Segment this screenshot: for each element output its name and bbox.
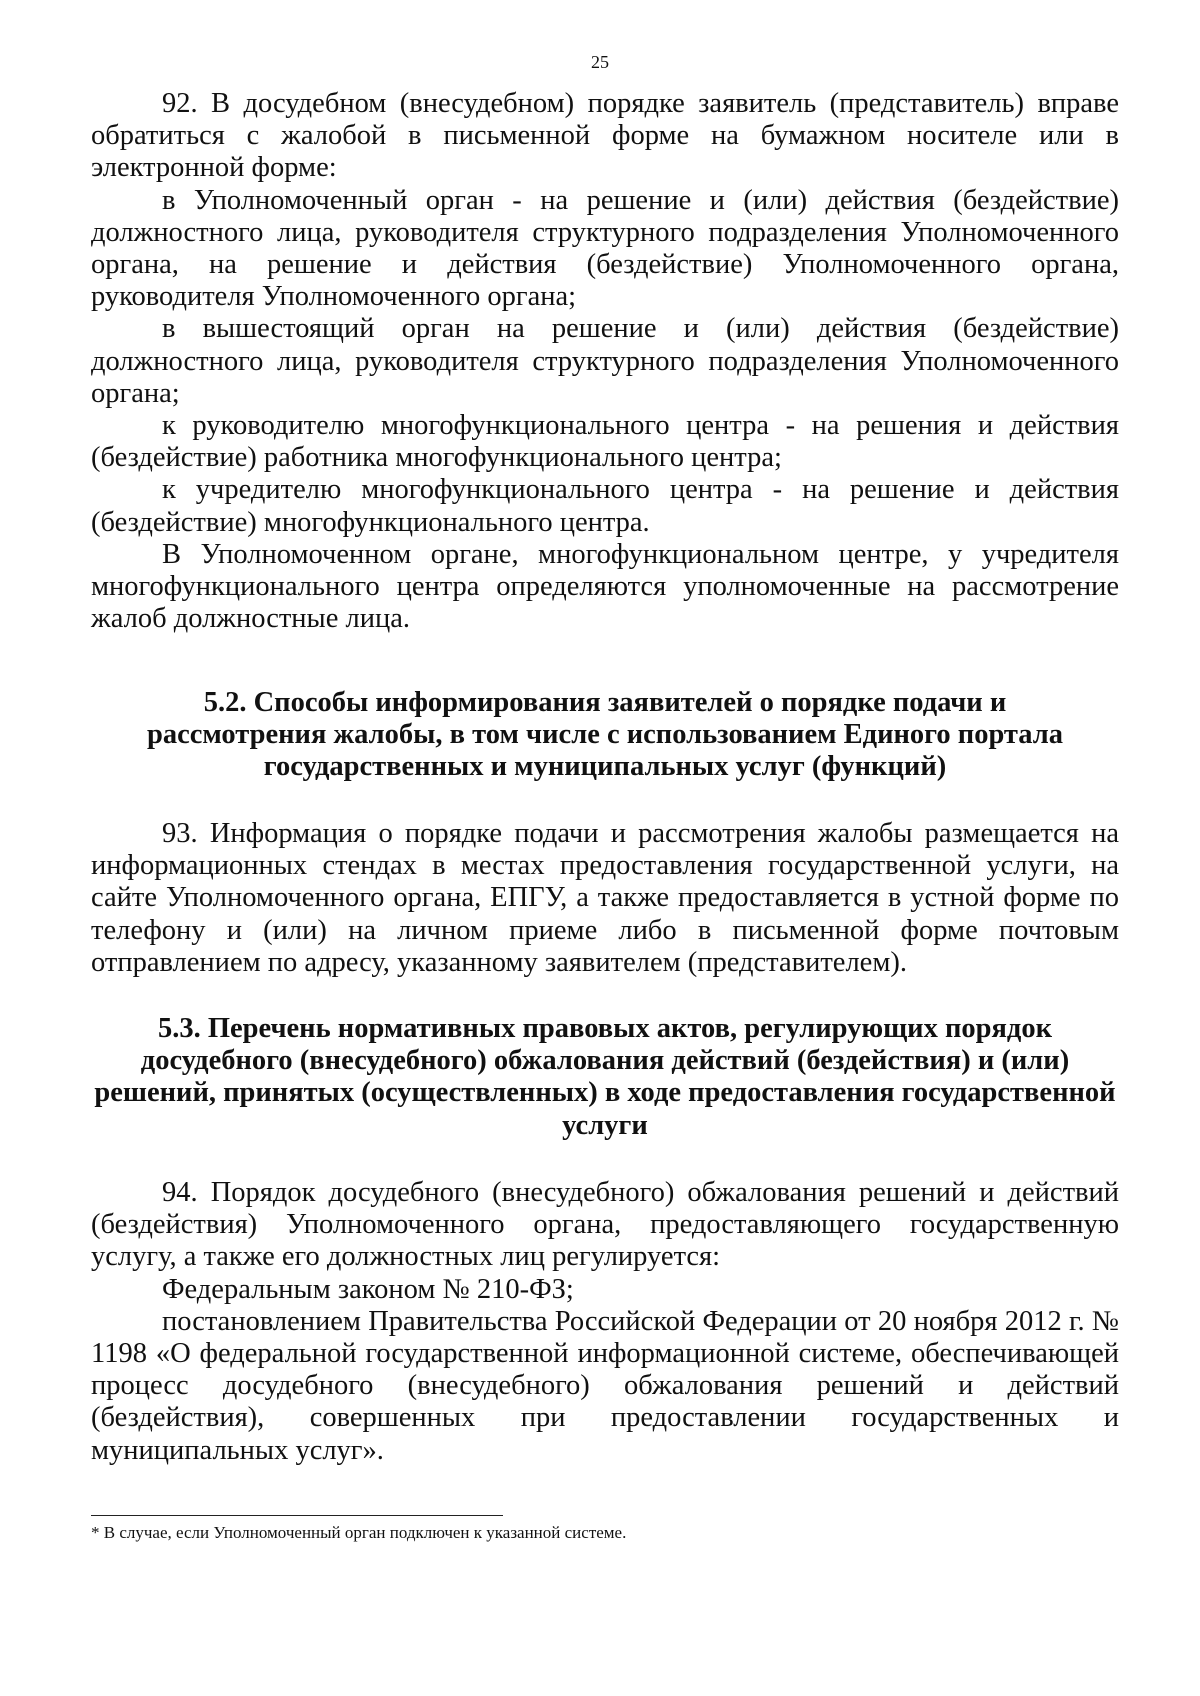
paragraph-92-item-mfc-founder: к учредителю многофункционального центра - на решение и действия (бездействие) многофункционального центра. xyxy=(91,474,1119,538)
page-number: 25 xyxy=(591,52,609,72)
paragraph-94-federal-law: Федеральным законом № 210-ФЗ; xyxy=(162,1273,574,1305)
section-5-3-heading-line: досудебного (внесудебного) обжалования действий (бездействия) и (или) xyxy=(140,1045,1070,1077)
paragraph-92-item-higher-body: в вышестоящий орган на решение и (или) действия (бездействие) должностного лица, руководителя структурного подразделения Уполномоченного органа; xyxy=(91,313,1119,409)
paragraph-94-intro: 94. Порядок досудебного (внесудебного) обжалования решений и действий (бездействия) Уполномоченного органа, предоставляющего государственную услугу, а также его должностных лиц регулируется: xyxy=(91,1177,1119,1273)
paragraph-92-item-authorized-body: в Уполномоченный орган - на решение и (или) действия (бездействие) должностного лица, руководителя структурного подразделения Уполномоченного органа, на решение и действия (бездействие) Уполномоченного органа, руководителя Уполномоченного органа; xyxy=(91,184,1119,313)
section-5-3-heading xyxy=(91,1013,1119,1142)
paragraph-94-government-decree: постановлением Правительства Российской Федерации от 20 ноября 2012 г. № 1198 «О федеральной государственной информационной системе, обеспечивающей процесс досудебного (внесудебного) обжалования решений и действий (бездействия), совершенных при предоставлении государственных и муниципальных услуг». xyxy=(91,1305,1119,1466)
paragraph-94-block xyxy=(91,1177,1119,1467)
section-5-2-heading xyxy=(91,687,1119,784)
footnote-divider xyxy=(91,1515,503,1516)
section-5-2-heading-line: 5.2. Способы информирования заявителей о порядке подачи и xyxy=(203,687,1007,718)
section-5-3-heading-line: решений, принятых (осуществленных) в ходе предоставления государственной xyxy=(94,1077,1116,1109)
footnote-text: * В случае, если Уполномоченный орган подключен к указанной системе. xyxy=(91,1523,627,1542)
paragraph-92-block xyxy=(91,88,1119,635)
section-5-3-heading-line: услуги xyxy=(562,1109,648,1141)
paragraph-93-block xyxy=(91,818,1119,979)
section-5-2-heading-line: рассмотрения жалобы, в том числе с использованием Единого портала xyxy=(146,719,1064,751)
section-5-3-heading-line: 5.3. Перечень нормативных правовых актов, регулирующих порядок xyxy=(157,1013,1053,1044)
section-5-2-heading-line: государственных и муниципальных услуг (функций) xyxy=(263,751,947,783)
paragraph-93: 93. Информация о порядке подачи и рассмотрения жалобы размещается на информационных стендах в местах предоставления государственной услуги, на сайте Уполномоченного органа, ЕПГУ, а также предоставляется в устной форме по телефону и (или) на личном приеме либо в письменной форме почтовым отправлением по адресу, указанному заявителем (представителем). xyxy=(91,818,1119,978)
paragraph-92-intro: 92. В досудебном (внесудебном) порядке заявитель (представитель) вправе обратиться с жалобой в письменной форме на бумажном носителе или в электронной форме: xyxy=(91,88,1119,184)
paragraph-92-officials: В Уполномоченном органе, многофункциональном центре, у учредителя многофункционального центра определяются уполномоченные на рассмотрение жалоб должностные лица. xyxy=(91,538,1119,635)
paragraph-92-item-mfc-head: к руководителю многофункционального центра - на решения и действия (бездействие) работника многофункционального центра; xyxy=(91,410,1119,474)
